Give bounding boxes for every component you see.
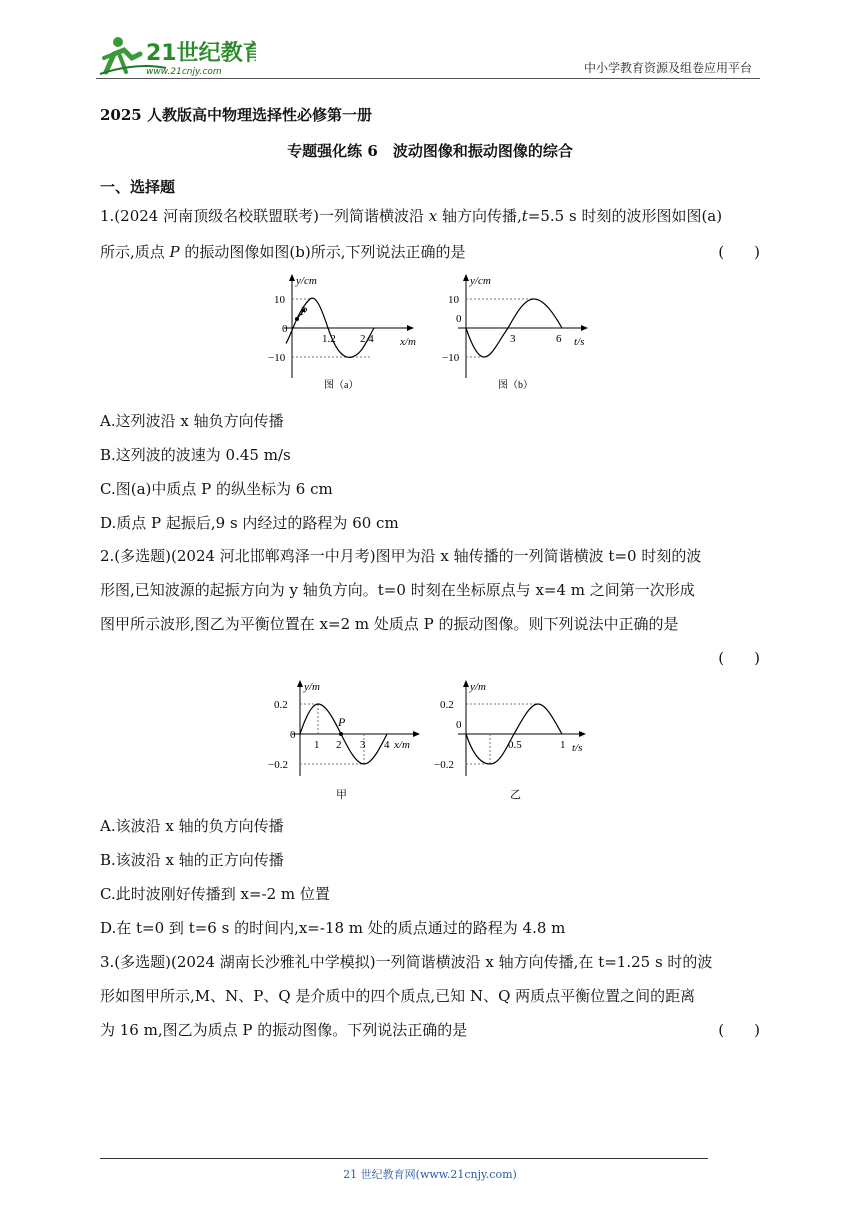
- svg-text:6: 6: [556, 333, 562, 345]
- site-logo: [96, 32, 256, 78]
- svg-text:−0.2: −0.2: [268, 759, 288, 771]
- q3-stem-line3: 为 16 m,图乙为质点 P 的振动图像。下列说法正确的是: [100, 1021, 468, 1039]
- svg-text:t/s: t/s: [572, 742, 583, 754]
- svg-text:甲: 甲: [336, 789, 347, 801]
- q2-option-a[interactable]: A.该波沿 x 轴的负方向传播: [100, 817, 284, 835]
- svg-text:3: 3: [510, 333, 516, 345]
- footer-link[interactable]: 21 世纪教育网(www.21cnjy.com): [343, 1168, 517, 1181]
- book-title: 2025 人教版高中物理选择性必修第一册: [100, 106, 372, 124]
- section-heading: 一、选择题: [100, 178, 176, 196]
- q2-figure-jia: [268, 676, 428, 806]
- svg-text:0: 0: [456, 313, 462, 325]
- svg-text:P: P: [338, 715, 346, 729]
- svg-text:−10: −10: [268, 352, 286, 364]
- svg-text:21世纪教育: 21世纪教育: [146, 41, 256, 66]
- svg-text:0: 0: [290, 729, 296, 741]
- q1-stem-line2: 所示,质点 P 的振动图像如图(b)所示,下列说法正确的是: [100, 243, 466, 261]
- svg-text:1.2: 1.2: [322, 333, 336, 345]
- q1-option-a[interactable]: A.这列波沿 x 轴负方向传播: [100, 412, 284, 430]
- svg-text:0: 0: [282, 323, 288, 335]
- q1-figure-a: [262, 270, 422, 395]
- svg-text:0: 0: [456, 719, 462, 731]
- svg-text:2: 2: [336, 739, 342, 751]
- svg-text:3: 3: [360, 739, 366, 751]
- header-divider: [96, 78, 760, 79]
- q3-stem-line2: 形如图甲所示,M、N、P、Q 是介质中的四个质点,已知 N、Q 两质点平衡位置之间的距离: [100, 987, 696, 1005]
- svg-text:x/m: x/m: [394, 739, 410, 751]
- svg-text:0.2: 0.2: [440, 699, 454, 711]
- q2-option-c[interactable]: C.此时波刚好传播到 x=-2 m 位置: [100, 885, 330, 903]
- q1-stem-line1: 1.(2024 河南顶级名校联盟联考)一列简谐横波沿 x 轴方向传播,t=5.5 s 时刻的波形图如图(a): [100, 207, 723, 225]
- footer-divider: [100, 1158, 708, 1159]
- svg-text:乙: 乙: [510, 789, 521, 801]
- svg-text:P: P: [300, 304, 308, 318]
- q2-figure-yi: [434, 676, 594, 806]
- q2-option-d[interactable]: D.在 t=0 到 t=6 s 的时间内,x=-18 m 处的质点通过的路程为 4.8 m: [100, 919, 566, 937]
- svg-text:2.4: 2.4: [360, 333, 374, 345]
- q1-option-c[interactable]: C.图(a)中质点 P 的纵坐标为 6 cm: [100, 480, 333, 498]
- svg-text:www.21cnjy.com: www.21cnjy.com: [146, 67, 222, 77]
- svg-text:−0.2: −0.2: [434, 759, 454, 771]
- svg-text:1: 1: [314, 739, 320, 751]
- q1-option-b[interactable]: B.这列波的波速为 0.45 m/s: [100, 446, 291, 464]
- svg-text:图（b）: 图（b）: [498, 380, 533, 391]
- svg-text:10: 10: [448, 294, 459, 306]
- svg-text:图（a）: 图（a）: [324, 380, 359, 391]
- platform-name: 中小学教育资源及组卷应用平台: [583, 61, 752, 75]
- q2-stem-line2: 形图,已知波源的起振方向为 y 轴负方向。t=0 时刻在坐标原点与 x=4 m 之间第一次形成: [100, 581, 695, 599]
- svg-text:4: 4: [384, 739, 390, 751]
- chapter-title: 专题强化练 6 波动图像和振动图像的综合: [287, 142, 573, 160]
- q2-stem-line1: 2.(多选题)(2024 河北邯郸鸡泽一中月考)图甲为沿 x 轴传播的一列简谐横波 t=0 时刻的波: [100, 547, 702, 565]
- svg-text:y/cm: y/cm: [296, 275, 317, 287]
- svg-text:x/m: x/m: [400, 336, 416, 348]
- q1-answer-bracket: ( ): [718, 243, 760, 261]
- svg-text:10: 10: [274, 294, 285, 306]
- q3-stem-line1: 3.(多选题)(2024 湖南长沙雅礼中学模拟)一列简谐横波沿 x 轴方向传播,在 t=1.25 s 时的波: [100, 953, 713, 971]
- svg-text:y/cm: y/cm: [470, 275, 491, 287]
- q2-stem-line3: 图甲所示波形,图乙为平衡位置在 x=2 m 处质点 P 的振动图像。则下列说法中正确的是: [100, 615, 679, 633]
- svg-text:−10: −10: [442, 352, 460, 364]
- q3-answer-bracket: ( ): [718, 1021, 760, 1039]
- svg-text:y/m: y/m: [304, 681, 320, 693]
- svg-text:0.5: 0.5: [508, 739, 522, 751]
- q1-option-d[interactable]: D.质点 P 起振后,9 s 内经过的路程为 60 cm: [100, 514, 399, 532]
- q1-figure-b: [436, 270, 596, 395]
- q2-answer-bracket: ( ): [718, 649, 760, 667]
- svg-text:0.2: 0.2: [274, 699, 288, 711]
- q2-option-b[interactable]: B.该波沿 x 轴的正方向传播: [100, 851, 284, 869]
- svg-text:y/m: y/m: [470, 681, 486, 693]
- svg-text:t/s: t/s: [574, 336, 585, 348]
- svg-text:1: 1: [560, 739, 566, 751]
